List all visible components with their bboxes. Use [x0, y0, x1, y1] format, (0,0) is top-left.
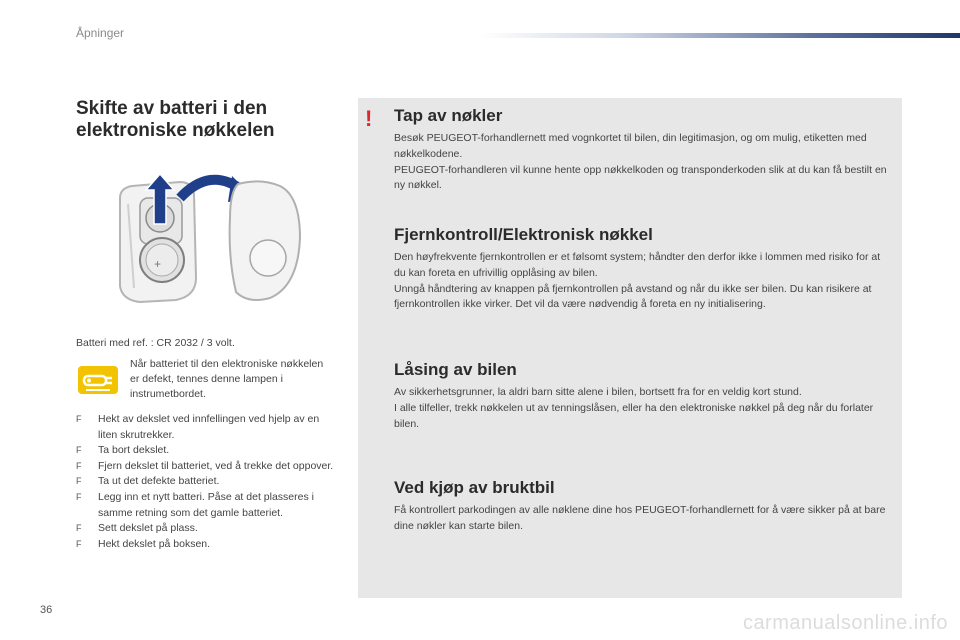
paragraph: Av sikkerhetsgrunner, la aldri barn sitte alene i bilen, bortsett fra for en veldig kort stund.: [394, 386, 802, 398]
paragraph: I alle tilfeller, trekk nøkkelen ut av tenningslåsen, eller ha den elektroniske nøkkel på deg når du forlater bilen.: [394, 401, 874, 430]
section-body-locking: [394, 385, 888, 432]
watermark: carmanualsonline.info: [742, 612, 948, 634]
step-text: Legg inn et nytt batteri. Påse at det plasseres i samme retning som det gamle batteriet.: [98, 490, 314, 519]
step-bullet: F: [76, 414, 82, 424]
section-title-used-car: Ved kjøp av bruktbil: [394, 478, 555, 497]
key-battery-illustration: [110, 168, 310, 308]
page-number: 36: [40, 604, 53, 616]
list-item: [76, 459, 338, 475]
paragraph: PEUGEOT-forhandleren vil kunne hente opp nøkkelkoden og transponderkoden slik at du kan få bestilt en ny nøkkel.: [394, 163, 887, 192]
step-text: Hekt av dekslet ved innfellingen ved hjelp av en liten skrutrekker.: [98, 413, 320, 441]
list-item: [76, 490, 338, 521]
paragraph: Besøk PEUGEOT-forhandlernett med vognkortet til bilen, din legitimasjon, og om mulig, etiketten med nøkkelkodene.: [394, 132, 867, 160]
paragraph: Unngå håndtering av knappen på fjernkontrollen på avstand og når du ikke ser bilen. Du kan risikere at fjernkontrollen ikke virker. Det vil da være nødvendig å foreta en ny initialisering.: [394, 282, 872, 311]
section-title-remote: Fjernkontroll/Elektronisk nøkkel: [394, 225, 653, 244]
step-text: Hekt dekslet på boksen.: [98, 537, 211, 550]
step-bullet: F: [76, 538, 82, 549]
battery-reference: Batteri med ref. : CR 2032 / 3 volt.: [76, 337, 235, 349]
list-item: [76, 521, 338, 537]
section-body-remote: [394, 250, 888, 313]
list-item: [76, 443, 338, 459]
step-bullet: F: [76, 445, 82, 456]
section-body-used-car: [394, 503, 888, 535]
svg-text:+: +: [154, 257, 162, 271]
battery-warning-text: Når batteriet til den elektroniske nøkkelen er defekt, tennes denne lampen i instrumetbordet.: [130, 358, 324, 400]
step-text: Sett dekslet på plass.: [98, 522, 198, 535]
list-item: [76, 412, 338, 443]
section-title-lost-keys: Tap av nøkler: [394, 106, 503, 125]
battery-warning-lamp-icon: [78, 366, 118, 394]
paragraph: Få kontrollert parkodingen av alle nøklene dine hos PEUGEOT-forhandlernett for å være sikker på at bare dine nøkler kan starte bilen.: [394, 504, 886, 532]
step-bullet: F: [76, 523, 82, 534]
step-bullet: F: [76, 460, 82, 471]
step-bullet: F: [76, 491, 82, 502]
section-title-locking: Låsing av bilen: [394, 360, 517, 379]
step-bullet: F: [76, 476, 82, 487]
step-text: Fjern dekslet til batteriet, ved å trekke det oppover.: [98, 459, 334, 472]
paragraph: Den høyfrekvente fjernkontrollen er et følsomt system; håndter den derfor ikke i lommen med risiko for at du kan foreta en ufrivillig opplåsing av bilen.: [394, 251, 881, 279]
step-text: Ta ut det defekte batteriet.: [98, 475, 220, 488]
replacement-steps-list: [76, 412, 338, 552]
header-gradient-bar: [480, 33, 960, 38]
step-text: Ta bort dekslet.: [98, 444, 170, 457]
section-body-lost-keys: [394, 131, 888, 194]
left-column-title: Skifte av batteri i den elektroniske nøkkelen: [76, 98, 275, 141]
list-item: [76, 537, 338, 553]
list-item: [76, 474, 338, 490]
header-section-label: Åpninger: [76, 26, 125, 40]
alert-exclamation-icon: !: [365, 106, 373, 131]
